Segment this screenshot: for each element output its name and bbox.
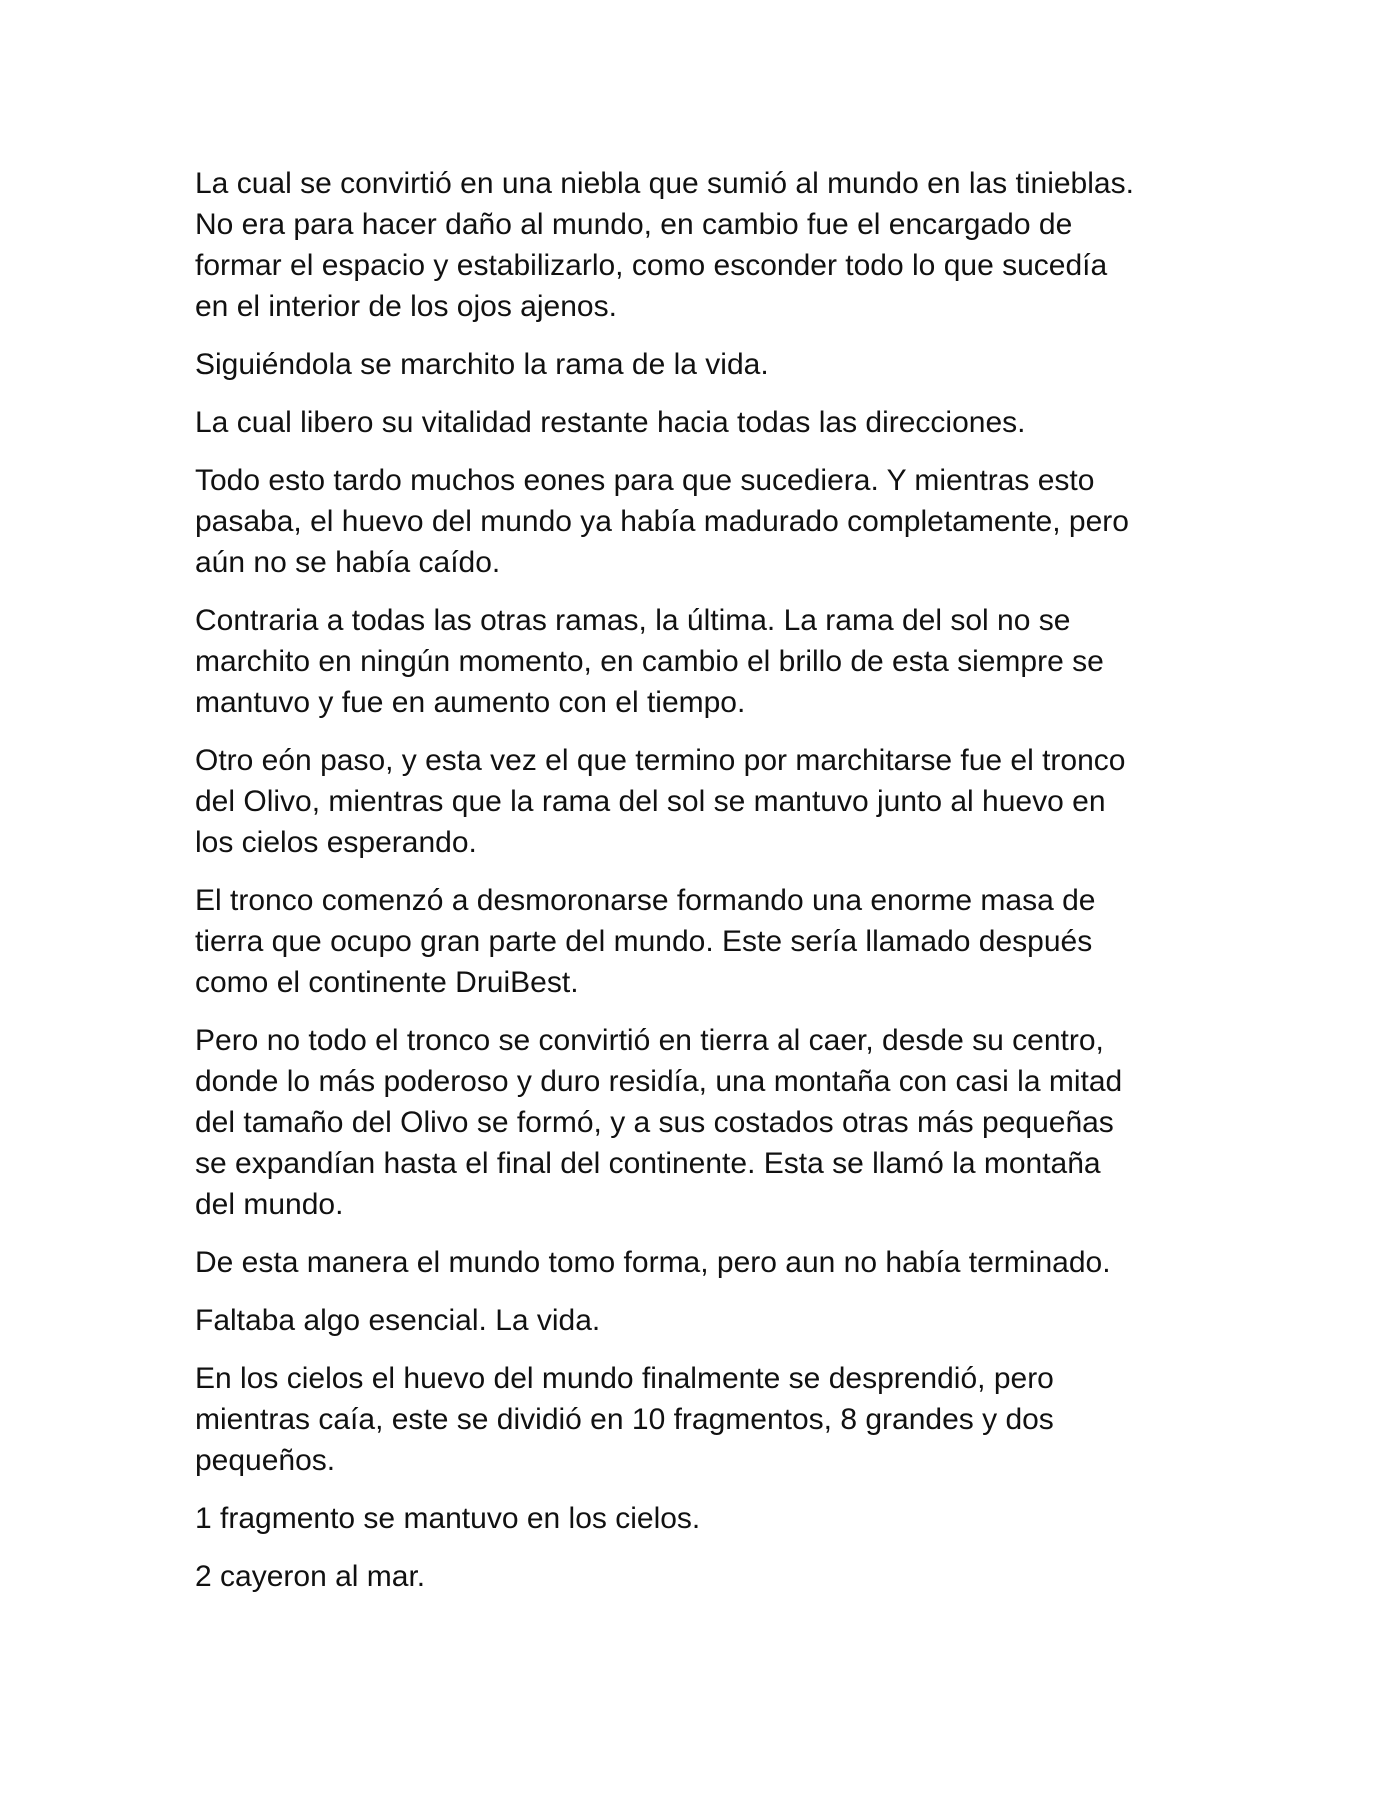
paragraph: Faltaba algo esencial. La vida. — [195, 1304, 601, 1337]
paragraph: Todo esto tardo muchos eones para que sucediera. Y mientras esto pasaba, el huevo del mundo ya había madurado completamente, pero aún no se había caído. — [195, 464, 1129, 579]
document-body — [195, 163, 1230, 1614]
paragraph: La cual libero su vitalidad restante hacia todas las direcciones. — [195, 406, 1026, 439]
paragraph: Otro eón paso, y esta vez el que termino por marchitarse fue el tronco del Olivo, mientras que la rama del sol se mantuvo junto al huevo en los cielos esperando. — [195, 744, 1126, 859]
paragraph: En los cielos el huevo del mundo finalmente se desprendió, pero mientras caía, este se dividió en 10 fragmentos, 8 grandes y dos pequeños. — [195, 1362, 1054, 1477]
paragraph: Siguiéndola se marchito la rama de la vida. — [195, 348, 769, 381]
paragraph: La cual se convirtió en una niebla que sumió al mundo en las tinieblas. No era para hacer daño al mundo, en cambio fue el encargado de formar el espacio y estabilizarlo, como esconder todo lo que sucedía en el interior de los ojos ajenos. — [195, 167, 1134, 323]
paragraph: 1 fragmento se mantuvo en los cielos. — [195, 1502, 701, 1535]
paragraph: Pero no todo el tronco se convirtió en tierra al caer, desde su centro, donde lo más poderoso y duro residía, una montaña con casi la mitad del tamaño del Olivo se formó, y a sus costados otras más pequeñas se expandían hasta el final del continente. Esta se llamó la montaña del mundo. — [195, 1024, 1123, 1221]
paragraph: De esta manera el mundo tomo forma, pero aun no había terminado. — [195, 1246, 1111, 1279]
paragraph: Contraria a todas las otras ramas, la última. La rama del sol no se marchito en ningún momento, en cambio el brillo de esta siempre se mantuvo y fue en aumento con el tiempo. — [195, 604, 1104, 719]
paragraph: 2 cayeron al mar. — [195, 1560, 426, 1593]
paragraph: El tronco comenzó a desmoronarse formando una enorme masa de tierra que ocupo gran parte del mundo. Este sería llamado después como el continente DruiBest. — [195, 884, 1096, 999]
